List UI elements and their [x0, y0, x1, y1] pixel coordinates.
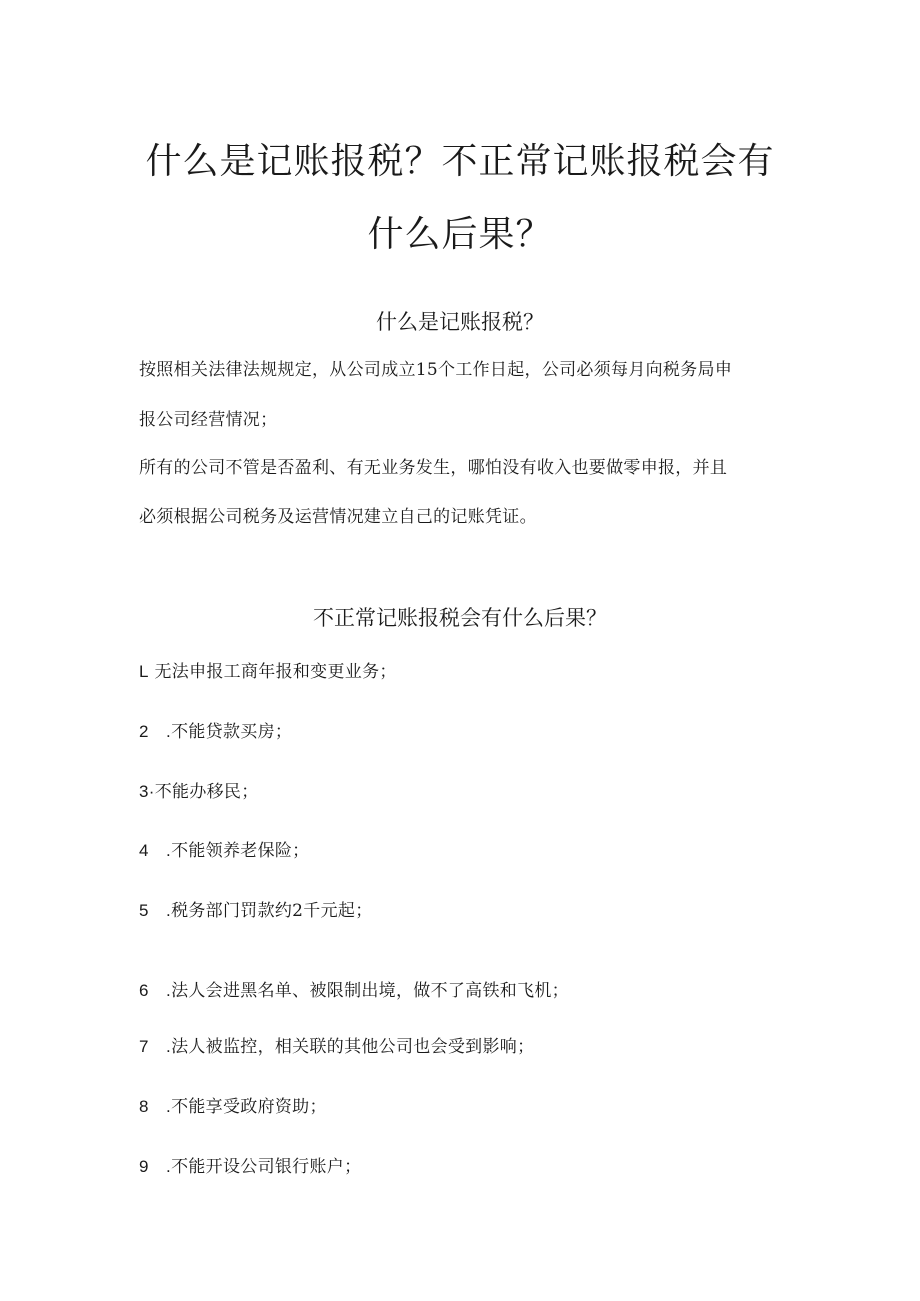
list-item-text: 不能开设公司银行账户； [171, 1157, 362, 1177]
list-item-number: 8 . [139, 1097, 172, 1116]
page-title-line-2: 什么后果？ [367, 214, 553, 255]
list-item [139, 1032, 534, 1057]
list-item-text: 无法申报工商年报和变更业务； [154, 662, 397, 682]
list-item-text: 不能领养老保险； [171, 841, 310, 861]
list-item-text: 不能贷款买房； [171, 722, 293, 742]
list-item [139, 1092, 327, 1117]
list-item-number: 6 . [139, 981, 172, 1000]
list-item [139, 836, 309, 861]
list-item-text: 不能享受政府资助； [171, 1097, 327, 1117]
list-item-number: 9 . [139, 1157, 172, 1176]
list-item-text: 法人会进黑名单、被限制出境，做不了高铁和飞机； [171, 981, 569, 1001]
section-heading-consequences: 不正常记账报税会有什么后果？ [313, 606, 607, 630]
list-item-number: 7 . [139, 1037, 172, 1056]
paragraph-line: 必须根据公司税务及运营情况建立自己的记账凭证。 [139, 507, 537, 527]
list-item-number: L [139, 662, 149, 681]
section-heading-what-is: 什么是记账报税？ [376, 310, 544, 334]
paragraph-line: 报公司经营情况； [139, 410, 278, 430]
list-item [139, 1152, 361, 1177]
list-item-text: 不能办移民； [154, 782, 259, 802]
list-item [139, 896, 373, 921]
list-item-text: 法人被监控，相关联的其他公司也会受到影响； [171, 1037, 535, 1057]
paragraph-line: 按照相关法律法规规定，从公司成立15个工作日起，公司必须每月向税务局申 [139, 360, 733, 380]
list-item [139, 976, 569, 1001]
list-item [139, 657, 397, 682]
list-item-number: 5 . [139, 901, 172, 920]
paragraph-line: 所有的公司不管是否盈利、有无业务发生，哪怕没有收入也要做零申报，并且 [139, 458, 728, 478]
list-item [139, 777, 259, 802]
page-title-line-1: 什么是记账报税？不正常记账报税会有 [145, 141, 775, 182]
list-item-number: 4 . [139, 841, 172, 860]
list-item-number: 3· [139, 782, 155, 801]
list-item [139, 717, 292, 742]
list-item-text: 税务部门罚款约2千元起； [171, 901, 373, 921]
list-item-number: 2 . [139, 722, 172, 741]
